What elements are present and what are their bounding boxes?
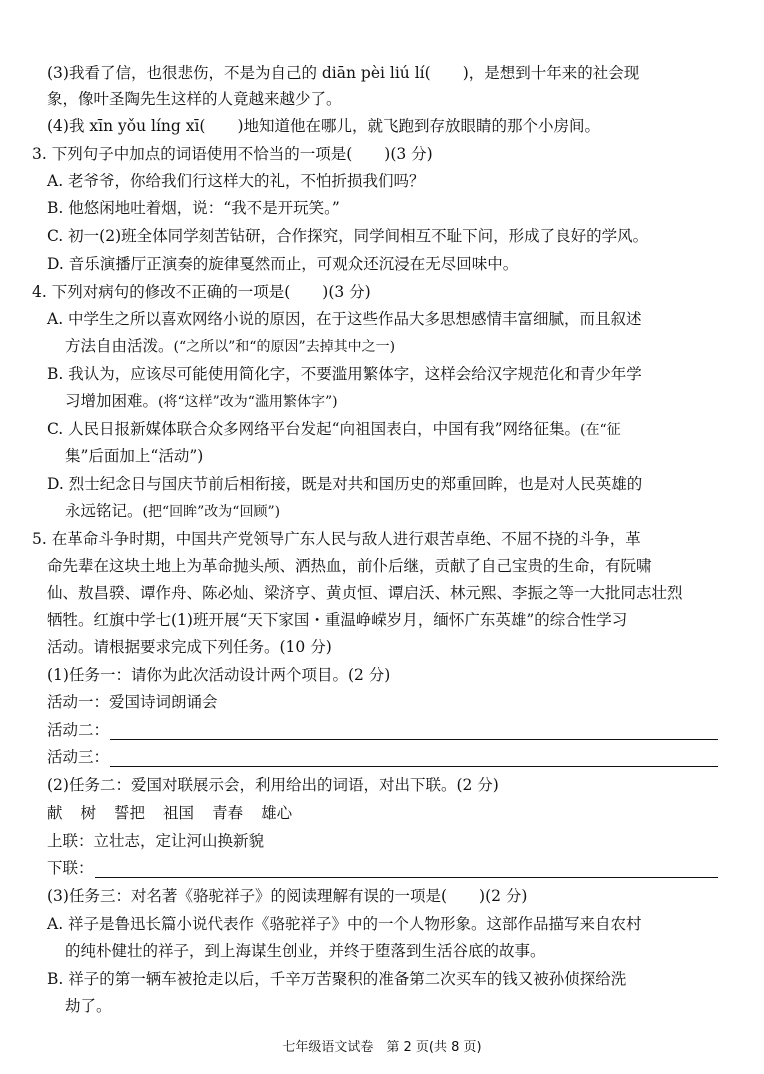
q5-task2: (2)任务二：爱国对联展示会，利用给出的词语，对出下联。(2 分) bbox=[47, 776, 499, 794]
q4-stem: 4. 下列对病句的修改不正确的一项是( )(3 分) bbox=[32, 283, 371, 301]
q4-option-b-line1: B. 我认为，应该尽可能使用简化字，不要滥用繁体字，这样会给汉字规范化和青少年学 bbox=[47, 365, 642, 383]
q5-task3: (3)任务三：对名著《骆驼祥子》的阅读理解有误的一项是( )(2 分) bbox=[47, 887, 528, 905]
couplet-upper: 上联：立壮志，定让河山换新貌 bbox=[47, 832, 265, 850]
q5-activity3-label: 活动三： bbox=[47, 748, 110, 766]
q5-para-line2: 命先辈在这块土地上为革命抛头颅、洒热血，前仆后继，贡献了自己宝贵的生命，有阮啸 bbox=[47, 557, 652, 575]
q5-t3-option-a-line2: 的纯朴健壮的祥子，到上海谋生创业，并终于堕落到生活谷底的故事。 bbox=[65, 942, 546, 960]
q3-option-b: B. 他悠闲地吐着烟，说：“我不是开玩笑。” bbox=[47, 199, 340, 217]
couplet-lower-label: 下联： bbox=[47, 859, 94, 877]
q2-item4-line: (4)我 xīn yǒu líng xī( )地知道他在哪儿，就飞跑到存放眼睛的那个小房间。 bbox=[47, 117, 601, 135]
q3-option-c: C. 初一(2)班全体同学刻苦钻研，合作探究，同学间相互不耻下问，形成了良好的学风。 bbox=[47, 227, 649, 245]
q2-item3-line1: (3)我看了信，也很悲伤，不是为自己的 diān pèi liú lí( )，是想到十年来的社会现 bbox=[47, 64, 640, 82]
q3-option-d: D. 音乐演播厅正演奏的旋律戛然而止，可观众还沉浸在无尽回味中。 bbox=[47, 255, 519, 273]
q5-activity1: 活动一：爱国诗词朗诵会 bbox=[47, 693, 218, 711]
activity2-answer-line[interactable] bbox=[110, 739, 718, 740]
couplet-words bbox=[47, 802, 310, 824]
q5-activity2-label: 活动二： bbox=[47, 721, 110, 739]
word-4: 祖国 bbox=[163, 804, 195, 822]
q3-stem: 3. 下列句子中加点的词语使用不恰当的一项是( )(3 分) bbox=[32, 145, 433, 163]
couplet-lower-answer-line[interactable] bbox=[95, 877, 718, 878]
activity3-answer-line[interactable] bbox=[110, 766, 718, 767]
q4-option-a-line1: A. 中学生之所以喜欢网络小说的原因，在于这些作品大多思想感情丰富细腻，而且叙述 bbox=[47, 310, 642, 328]
q5-para-line4: 牺牲。红旗中学七(1)班开展“天下家国・重温峥嵘岁月，缅怀广东英雄”的综合性学习 bbox=[47, 611, 628, 629]
q3-option-a: A. 老爷爷，你给我们行这样大的礼，不怕折损我们吗？ bbox=[47, 172, 425, 190]
word-2: 树 bbox=[80, 804, 97, 822]
q5-para-line3: 仙、敖昌骙、谭作舟、陈必灿、梁济亨、黄贞恒、谭启沃、林元熙、李振之等一大批同志壮烈 bbox=[47, 584, 683, 602]
word-6: 雄心 bbox=[261, 804, 293, 822]
q5-t3-option-b-line2: 劫了。 bbox=[65, 997, 112, 1015]
q4-option-d-line1: D. 烈士纪念日与国庆节前后相衔接，既是对共和国历史的郑重回眸，也是对人民英雄的 bbox=[47, 475, 643, 493]
q4-option-c-line1: C. 人民日报新媒体联合众多网络平台发起“向祖国表白，中国有我”网络征集。(在“征 bbox=[47, 420, 621, 438]
q5-t3-option-b-line1: B. 祥子的第一辆车被抢走以后，千辛万苦聚积的准备第二次买车的钱又被孙侦探给洗 bbox=[47, 970, 627, 988]
q4-option-a-line2: 方法自由活泼。(“之所以”和“的原因”去掉其中之一) bbox=[65, 337, 396, 355]
word-1: 献 bbox=[47, 804, 63, 822]
q5-task1: (1)任务一：请你为此次活动设计两个项目。(2 分) bbox=[47, 666, 391, 684]
q2-item3-line2: 象，像叶圣陶先生这样的人竟越来越少了。 bbox=[47, 90, 342, 108]
q5-para-line5: 活动。请根据要求完成下列任务。(10 分) bbox=[47, 638, 332, 656]
q5-t3-option-a-line1: A. 祥子是鲁迅长篇小说代表作《骆驼祥子》中的一个人物形象。这部作品描写来自农村 bbox=[47, 915, 642, 933]
page-footer: 七年级语文试卷 第 2 页(共 8 页) bbox=[282, 1040, 482, 1055]
word-5: 青春 bbox=[212, 804, 244, 822]
word-3: 誓把 bbox=[114, 804, 146, 822]
q4-option-b-line2: 习增加困难。(将“这样”改为“滥用繁体字”) bbox=[65, 392, 338, 410]
q5-para-line1: 5. 在革命斗争时期，中国共产党领导广东人民与敌人进行艰苦卓绝、不屈不挠的斗争，革 bbox=[32, 530, 641, 548]
q4-option-d-line2: 永远铭记。(把“回眸”改为“回顾”) bbox=[65, 502, 281, 520]
q4-option-c-line2: 集”后面加上“活动”) bbox=[65, 447, 204, 465]
